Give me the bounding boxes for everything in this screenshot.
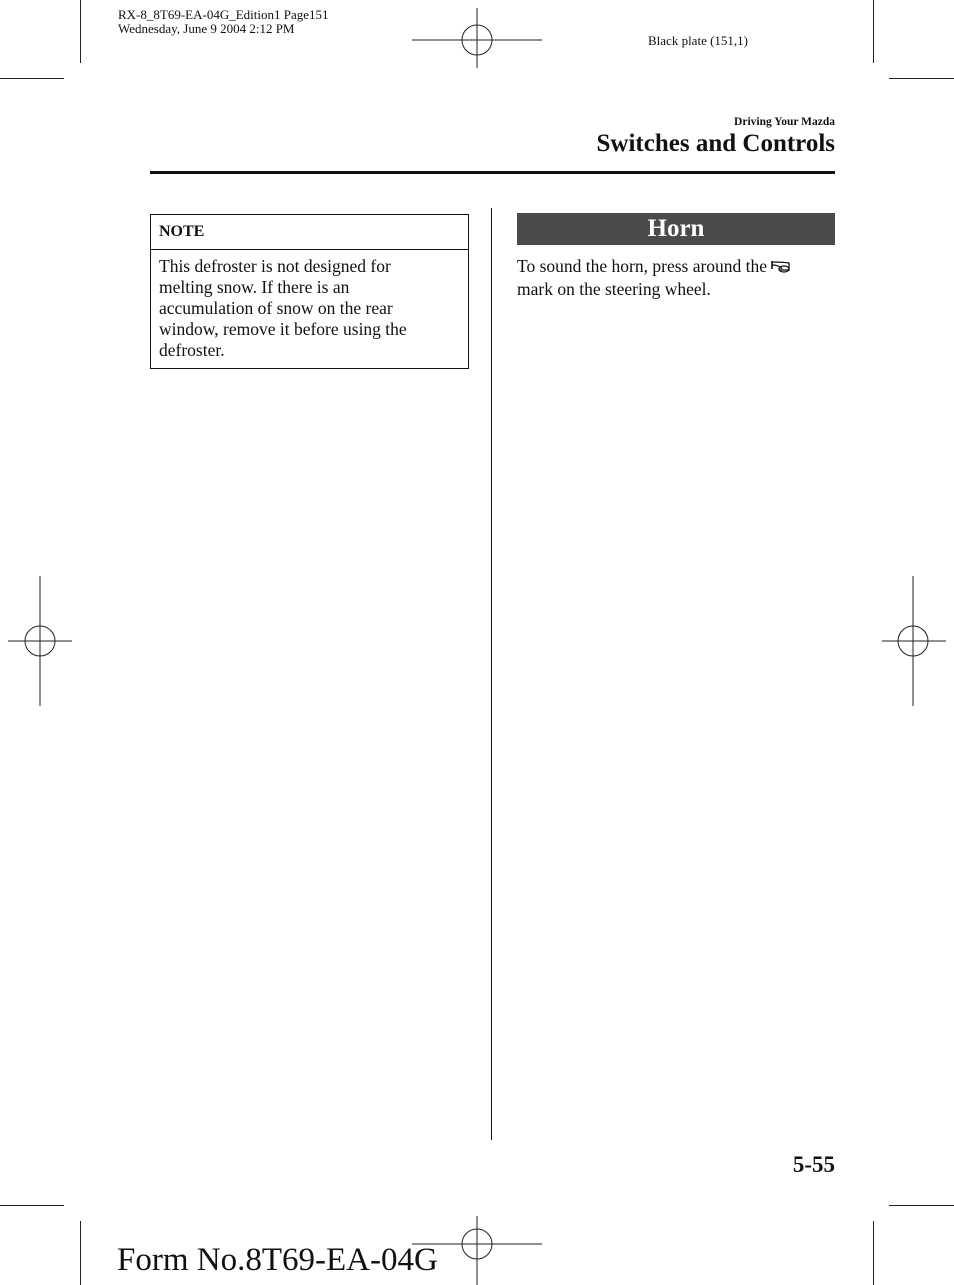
crop-mark xyxy=(889,1205,954,1206)
horn-text-2: mark on the steering wheel. xyxy=(517,279,711,299)
page-title: Switches and Controls xyxy=(596,130,835,157)
registration-mark-top xyxy=(412,8,542,68)
note-line: defroster. xyxy=(159,340,225,360)
slug-plate: Black plate (151,1) xyxy=(648,33,748,48)
note-line: melting snow. If there is an xyxy=(159,277,350,297)
column-divider xyxy=(491,208,492,1140)
title-rule xyxy=(150,171,835,174)
form-number: Form No.8T69-EA-04G xyxy=(117,1242,438,1278)
crop-mark xyxy=(80,0,81,63)
crop-mark xyxy=(889,78,954,79)
note-line: window, remove it before using the xyxy=(159,319,407,339)
note-box xyxy=(150,214,469,369)
slug-file-line: RX-8_8T69-EA-04G_Edition1 Page151 xyxy=(118,7,329,22)
note-line: This defroster is not designed for xyxy=(159,256,391,276)
horn-text-1: To sound the horn, press around the xyxy=(517,256,768,276)
horn-instructions xyxy=(517,256,837,300)
crop-mark xyxy=(873,0,874,63)
note-line: accumulation of snow on the rear xyxy=(159,298,393,318)
section-label: Driving Your Mazda xyxy=(734,116,835,128)
registration-mark-left xyxy=(8,576,72,706)
horn-icon xyxy=(771,258,791,279)
crop-mark xyxy=(873,1221,874,1285)
slug-date-line: Wednesday, June 9 2004 2:12 PM xyxy=(118,21,295,36)
note-body xyxy=(151,250,468,361)
page-number: 5-55 xyxy=(792,1152,835,1177)
horn-line-1 xyxy=(517,256,837,279)
crop-mark xyxy=(0,1205,64,1206)
horn-heading: Horn xyxy=(517,213,835,245)
note-heading: NOTE xyxy=(151,215,468,250)
registration-mark-right xyxy=(882,576,946,706)
crop-mark xyxy=(80,1221,81,1285)
crop-mark xyxy=(0,78,64,79)
